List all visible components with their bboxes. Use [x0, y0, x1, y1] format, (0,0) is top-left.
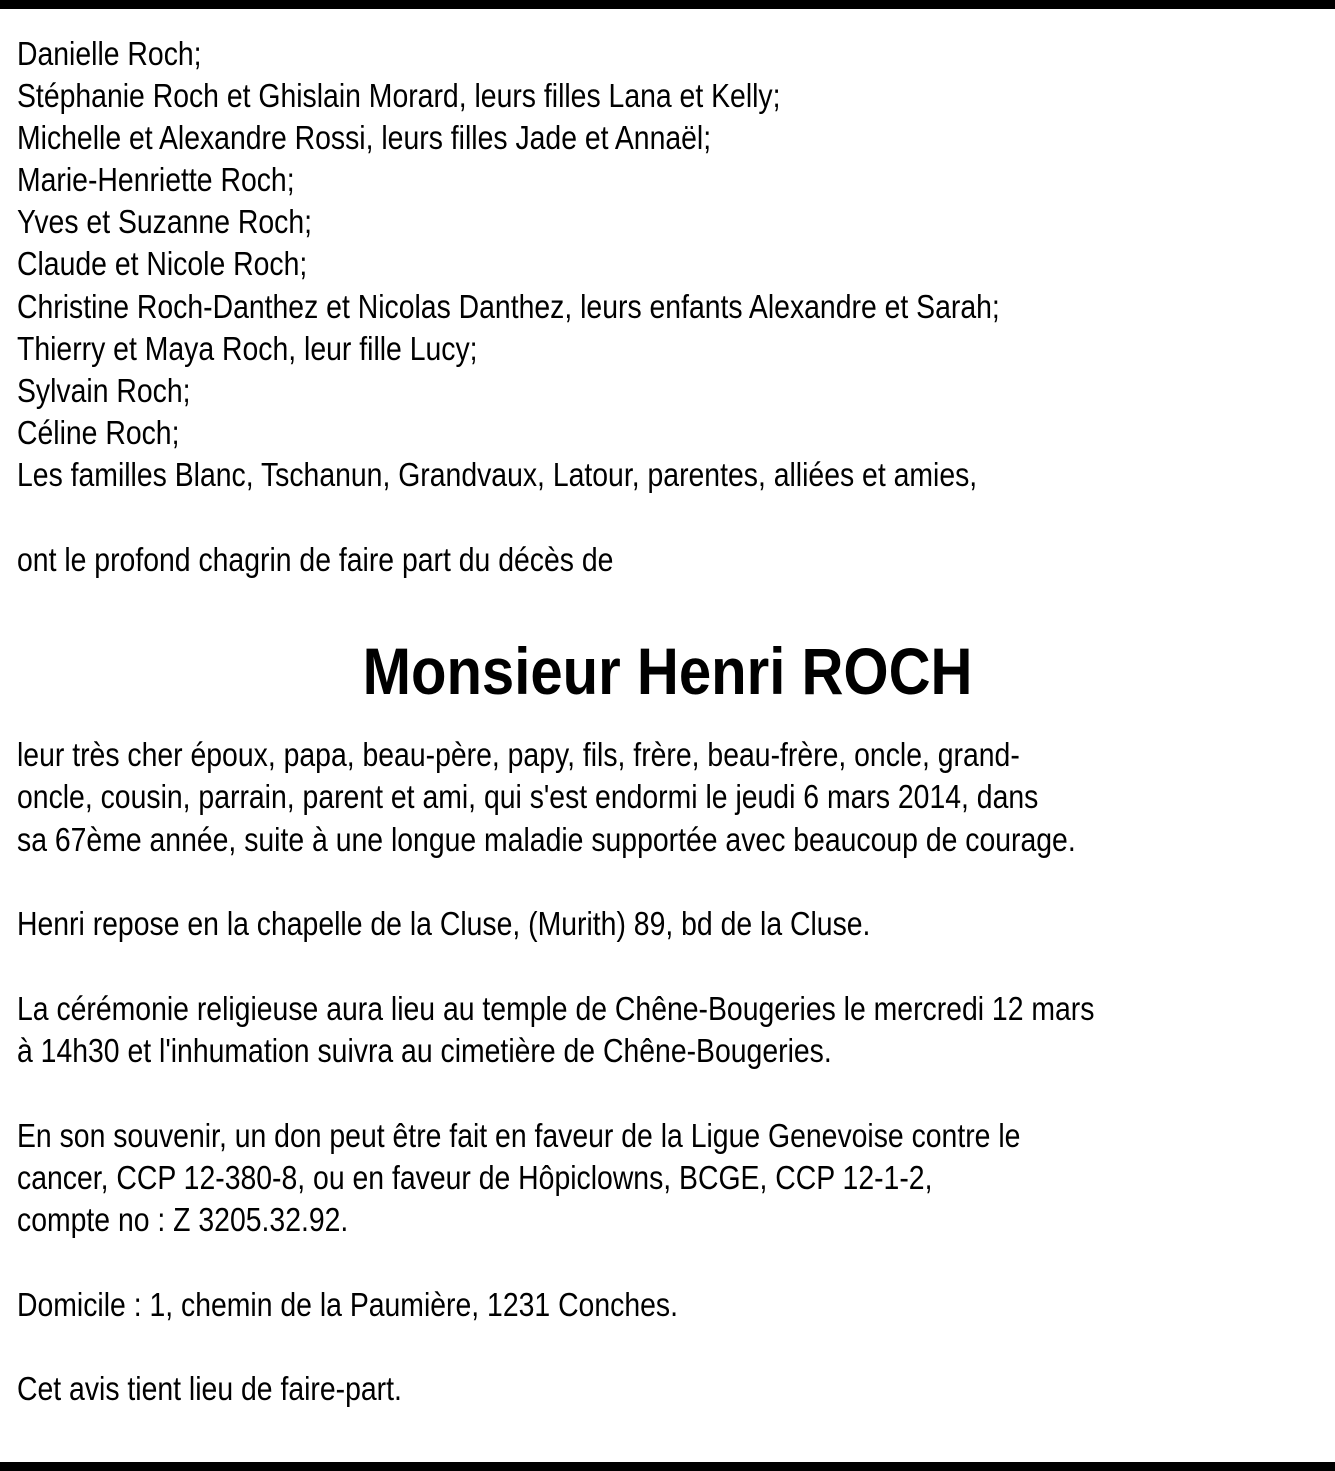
deceased-name: Monsieur Henri ROCH — [362, 634, 973, 708]
donation-line: compte no : Z 3205.32.92. — [17, 1201, 349, 1238]
closing-text: Cet avis tient lieu de faire-part. — [17, 1370, 402, 1407]
family-line: Michelle et Alexandre Rossi, leurs filles Jade et Annaël; — [17, 119, 712, 156]
description-line: sa 67ème année, suite à une longue maladie supportée avec beaucoup de courage. — [17, 821, 1076, 858]
family-line: Stéphanie Roch et Ghislain Morard, leurs filles Lana et Kelly; — [17, 77, 781, 114]
family-line: Céline Roch; — [17, 414, 180, 451]
description-line: oncle, cousin, parrain, parent et ami, qui s'est endormi le jeudi 6 mars 2014, dans — [17, 778, 1039, 815]
donation-line: En son souvenir, un don peut être fait en faveur de la Ligue Genevoise contre le — [17, 1117, 1021, 1154]
family-line: Les familles Blanc, Tschanun, Grandvaux, Latour, parentes, alliées et amies, — [17, 456, 978, 493]
family-line: Christine Roch-Danthez et Nicolas Danthez, leurs enfants Alexandre et Sarah; — [17, 288, 1000, 325]
family-line: Marie-Henriette Roch; — [17, 161, 295, 198]
ceremony-line: à 14h30 et l'inhumation suivra au cimetière de Chêne-Bougeries. — [17, 1032, 832, 1069]
description-line: leur très cher époux, papa, beau-père, papy, fils, frère, beau-frère, oncle, grand- — [17, 736, 1020, 773]
domicile-text: Domicile : 1, chemin de la Paumière, 1231 Conches. — [17, 1286, 678, 1323]
family-line: Danielle Roch; — [17, 35, 202, 72]
ceremony-line: La cérémonie religieuse aura lieu au temple de Chêne-Bougeries le mercredi 12 mars — [17, 990, 1095, 1027]
family-line: Claude et Nicole Roch; — [17, 245, 308, 282]
deceased-name-heading — [0, 631, 1335, 711]
announcement-text: ont le profond chagrin de faire part du décès de — [17, 541, 614, 578]
donation-line: cancer, CCP 12-380-8, ou en faveur de Hôpiclowns, BCGE, CCP 12-1-2, — [17, 1159, 933, 1196]
family-line: Sylvain Roch; — [17, 372, 191, 409]
family-line: Thierry et Maya Roch, leur fille Lucy; — [17, 330, 478, 367]
family-line: Yves et Suzanne Roch; — [17, 203, 313, 240]
repose-text: Henri repose en la chapelle de la Cluse, (Murith) 89, bd de la Cluse. — [17, 905, 871, 942]
